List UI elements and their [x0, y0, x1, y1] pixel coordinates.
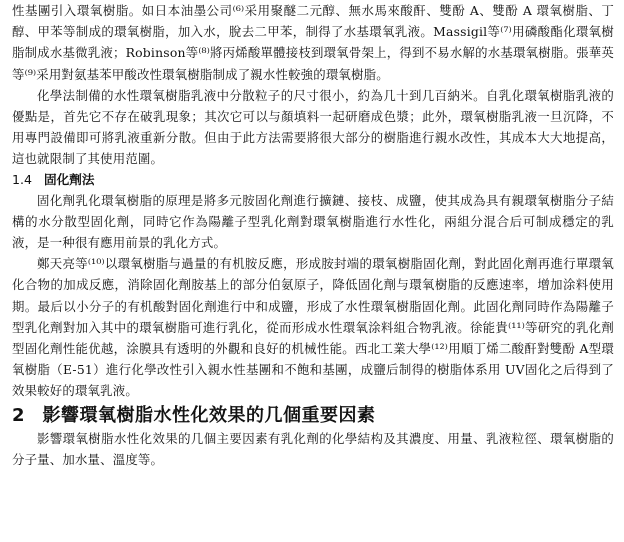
- body-paragraph: 性基團引入環氧樹脂。如日本油墨公司⁽⁶⁾采用聚醚二元醇、無水馬來酸酐、雙酚 A、雙酚 A 環氧樹脂、丁醇、甲苯等制成的環氧樹脂，加入水，脫去二甲苯，制得了水基環氧乳液。Massigil等⁽⁷⁾用磷酸酯化環氧樹脂制成水基微乳液；Robinson等⁽⁸⁾將丙烯酸單體接枝到環氧骨架上，得到不易水解的水基環氧樹脂。張華英等⁽⁹⁾采用對氨基苯甲酸改性環氧樹脂制成了親水性較強的環氧樹脂。: [12, 3, 614, 82]
- body-paragraph: 鄭天亮等⁽¹⁰⁾以環氧樹脂与過量的有机胺反應，形成胺封端的環氧樹脂固化劑，對此固化劑再進行單環氧化合物的加成反應，消除固化劑胺基上的部分伯氨原子，降低固化劑与環氧樹脂的反應速率，增加涂料使用期。最后以小分子的有机酸對固化劑進行中和成鹽，形成了水性環氧樹脂固化劑。此固化劑同時作為陽離子型乳化劑對加入其中的環氧樹脂可進行乳化，從而形成水性環氧涂料組合物乳液。徐能貴⁽¹¹⁾等研究的乳化劑型固化劑性能优越，涂膜具有透明的外觀和良好的机械性能。西北工業大學⁽¹²⁾用順丁烯二酸酐對雙酚 A型環氧樹脂（E-51）進行化學改性引入親水性基團和不飽和基團，成鹽后制得的樹脂体系用 UV固化之后得到了效果較好的環氧乳液。: [12, 256, 614, 399]
- section-number: 1.4: [12, 171, 33, 187]
- body-paragraph: 固化劑乳化環氧樹脂的原理是將多元胺固化劑進行擴鏈、接枝、成鹽，使其成為具有親環氧樹脂分子結構的水分散型固化劑，同時它作為陽離子型乳化劑對環氧樹脂進行水性化，兩組分混合后可制成穩定的乳液，是一种很有應用前景的乳化方式。: [12, 192, 614, 251]
- section-title: 固化劑法: [44, 171, 95, 187]
- body-paragraph: 化學法制備的水性環氧樹脂乳液中分散粒子的尺寸很小，約為几十到几百納米。自乳化環氧樹脂乳液的優點是，首先它不存在破乳現象；其次它可以与顏填料一起研磨成色漿；此外，環氧樹脂乳液一旦沉降，不用專門設備即可將乳液重新分散。但由于此方法需要將很大部分的樹脂進行親水改性，其成本大大地提高，這也就限制了其使用范圍。: [12, 87, 614, 167]
- section-heading-1-4: [12, 170, 614, 190]
- section-heading-2: [12, 404, 614, 428]
- section-title: 影響環氧樹脂水性化效果的几個重要因素: [42, 404, 376, 426]
- section-number: 2: [12, 404, 25, 426]
- body-paragraph: 影響環氧樹脂水性化效果的几個主要因素有乳化劑的化學結构及其濃度、用量、乳液粒徑、環氧樹脂的分子量、加水量、溫度等。: [12, 430, 614, 467]
